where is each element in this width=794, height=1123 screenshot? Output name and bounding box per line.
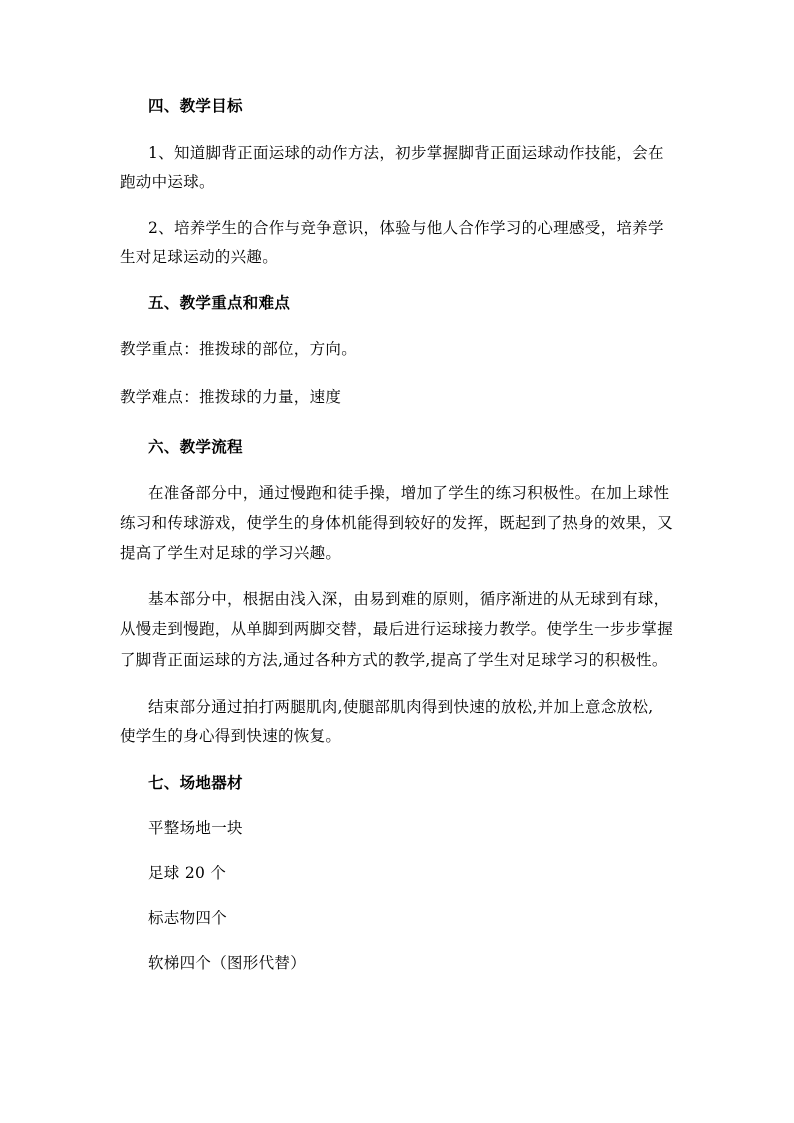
process-p1-line-3: 提高了学生对足球的学习兴趣。 — [120, 544, 342, 562]
process-p3-line-2: 使学生的身心得到快速的恢复。 — [120, 727, 342, 745]
process-p2-line-2: 从慢走到慢跑，从单脚到两脚交替，最后进行运球接力教学。使学生一步步掌握 — [120, 620, 674, 638]
process-p3-line-1: 结束部分通过拍打两腿肌肉,使腿部肌肉得到快速的放松,并加上意念放松, — [148, 698, 654, 716]
teaching-difficulty: 教学难点：推拨球的力量，速度 — [120, 388, 342, 406]
process-p1-line-1: 在准备部分中，通过慢跑和徒手操，增加了学生的练习积极性。在加上球性 — [148, 484, 670, 502]
process-p2-line-3: 了脚背正面运球的方法,通过各种方式的教学,提高了学生对足球学习的积极性。 — [120, 651, 668, 669]
equipment-item: 足球 20 个 — [148, 864, 227, 882]
process-p2-line-1: 基本部分中，根据由浅入深，由易到难的原则，循序渐进的从无球到有球， — [148, 590, 670, 608]
equipment-item: 平整场地一块 — [148, 819, 243, 837]
section-heading-equipment: 七、场地器材 — [148, 773, 243, 792]
process-p1-line-2: 练习和传球游戏，使学生的身体机能得到较好的发挥，既起到了热身的效果，又 — [120, 514, 674, 532]
objective-1-line-1: 1、知道脚背正面运球的动作方法，初步掌握脚背正面运球动作技能，会在 — [148, 144, 664, 162]
objective-2-line-1: 2、培养学生的合作与竞争意识，体验与他人合作学习的心理感受，培养学 — [148, 219, 664, 237]
objective-1-line-2: 跑动中运球。 — [120, 173, 215, 191]
section-heading-objectives: 四、教学目标 — [148, 96, 243, 115]
teaching-focus: 教学重点：推拨球的部位，方向。 — [120, 340, 358, 358]
equipment-item: 标志物四个 — [148, 909, 228, 927]
section-heading-process: 六、教学流程 — [148, 437, 243, 456]
objective-2-line-2: 生对足球运动的兴趣。 — [120, 248, 279, 266]
equipment-item: 软梯四个（图形代替） — [148, 954, 307, 972]
section-heading-key-points: 五、教学重点和难点 — [148, 293, 291, 312]
